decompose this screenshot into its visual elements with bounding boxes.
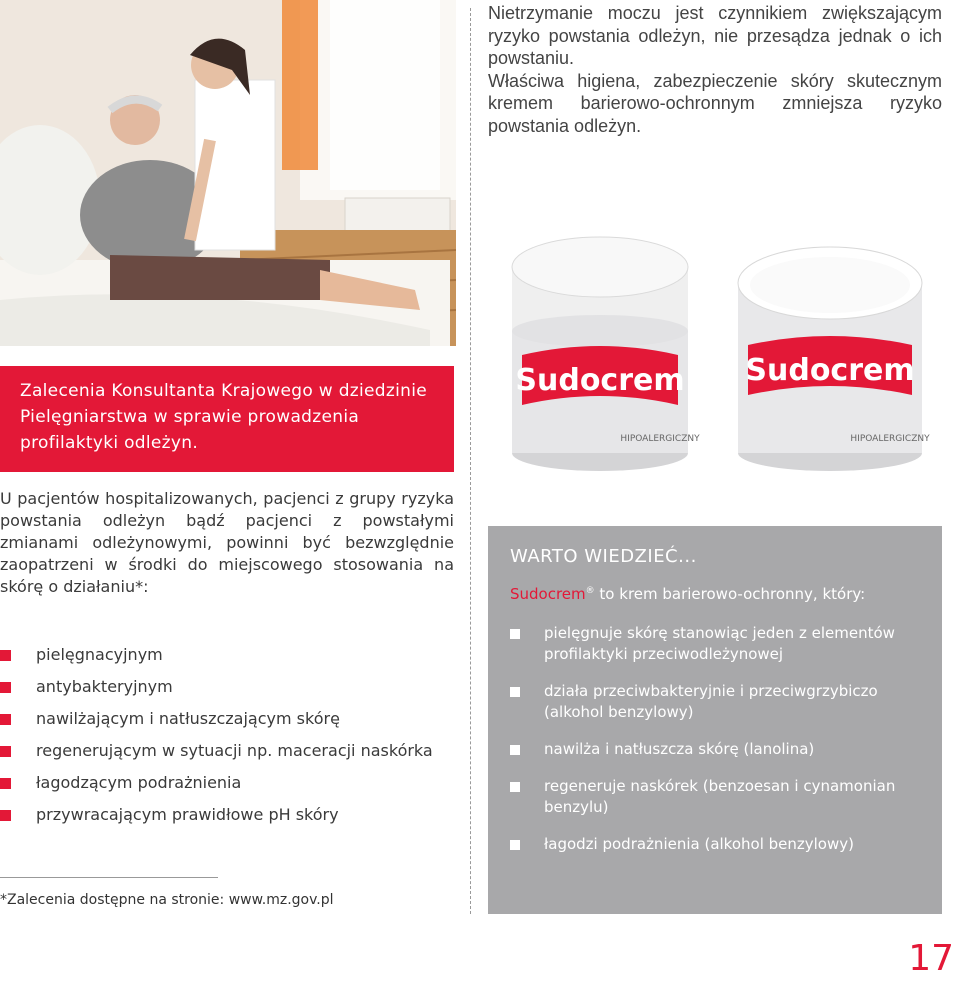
left-jar-small-text: HIPOALERGICZNY (620, 434, 700, 444)
list-item-text: łagodzi podrażnienia (alkohol benzylowy) (544, 835, 854, 853)
list-item (0, 676, 454, 698)
sudocrem-product-image (500, 205, 940, 475)
right-jar-small-text: HIPOALERGICZNY (850, 434, 930, 444)
square-bullet-icon (0, 650, 11, 661)
list-item (0, 772, 454, 794)
action-properties-list (0, 644, 454, 836)
list-item (510, 776, 920, 818)
product-benefits-list (510, 623, 920, 855)
square-bullet-icon (0, 682, 11, 693)
right-jar-brand: Sudocrem (745, 353, 915, 388)
intro-text (488, 2, 942, 137)
intro-paragraph-1: Nietrzymanie moczu jest czynnikiem zwiększającym ryzyko powstania odleżyn, nie przesądza jednak o ich powstaniu. (488, 3, 942, 68)
info-box-intro (510, 585, 920, 603)
list-item-text: regenerującym w sytuacji np. maceracji naskórka (36, 741, 433, 760)
info-box (488, 526, 942, 914)
list-item-text: regeneruje naskórek (benzoesan i cynamonian benzylu) (544, 777, 896, 816)
list-item (510, 739, 920, 760)
list-item-text: nawilżającym i natłuszczającym skórę (36, 709, 340, 728)
list-item (510, 681, 920, 723)
square-bullet-icon (0, 746, 11, 757)
body-paragraph: U pacjentów hospitalizowanych, pacjenci z grupy ryzyka powstania odleżyn bądź pacjenci z powstałymi zmianami odleżynowymi, powinni być bezwzględnie zaopatrzeni w środki do miejscowego stosowania na skórę o działaniu*: (0, 489, 454, 596)
square-bullet-icon (510, 840, 520, 850)
list-item (0, 644, 454, 666)
info-box-brand: Sudocrem (510, 585, 586, 603)
square-bullet-icon (0, 778, 11, 789)
list-item-text: nawilża i natłuszcza skórę (lanolina) (544, 740, 815, 758)
list-item-text: łagodzącym podrażnienia (36, 773, 242, 792)
list-item-text: pielęgnuje skórę stanowiąc jeden z elementów profilaktyki przeciwodleżynowej (544, 624, 895, 663)
square-bullet-icon (510, 745, 520, 755)
photo-illustration (0, 0, 456, 346)
list-item (510, 834, 920, 855)
nurse-patient-photo (0, 0, 456, 346)
info-box-intro-text: to krem barierowo-ochronny, który: (594, 585, 866, 603)
recommendation-heading-box (0, 366, 454, 472)
registered-mark: ® (585, 586, 595, 596)
list-item-text: działa przeciwbakteryjnie i przeciwgrzybiczo (alkohol benzylowy) (544, 682, 878, 721)
footnote: *Zalecenia dostępne na stronie: www.mz.gov.pl (0, 892, 334, 908)
recommendation-heading: Zalecenia Konsultanta Krajowego w dziedzinie Pielęgniarstwa w sprawie prowadzenia profilaktyki odleżyn. (20, 381, 427, 453)
square-bullet-icon (510, 782, 520, 792)
body-text (0, 488, 454, 598)
list-item (0, 804, 454, 826)
info-box-title: WARTO WIEDZIEĆ... (510, 546, 697, 567)
footnote-rule (0, 877, 218, 878)
list-item-text: pielęgnacyjnym (36, 645, 163, 664)
column-divider (470, 8, 471, 914)
left-jar-brand: Sudocrem (515, 363, 685, 398)
sudocrem-jars-illustration (500, 205, 940, 475)
intro-paragraph-2: Właściwa higiena, zabezpieczenie skóry skutecznym kremem barierowo-ochronnym zmniejsza ryzyko powstania odleżyn. (488, 70, 942, 136)
list-item-text: antybakteryjnym (36, 677, 173, 696)
square-bullet-icon (0, 714, 11, 725)
list-item (0, 708, 454, 730)
list-item (510, 623, 920, 665)
list-item-text: przywracającym prawidłowe pH skóry (36, 805, 339, 824)
square-bullet-icon (510, 629, 520, 639)
square-bullet-icon (0, 810, 11, 821)
square-bullet-icon (510, 687, 520, 697)
list-item (0, 740, 454, 762)
page-number: 17 (908, 938, 954, 979)
